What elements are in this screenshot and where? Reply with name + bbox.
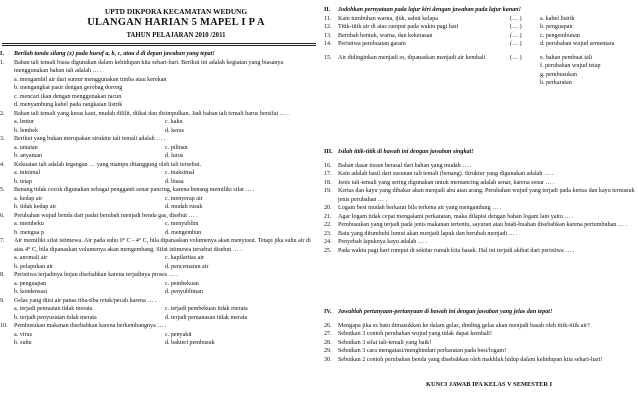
answer-options [0,220,316,237]
question-item [0,135,316,144]
answer-options [0,118,316,135]
question-number: 3. [0,136,5,142]
matching-answer: h. perkaratan [540,80,572,86]
question-item [324,162,638,171]
answer-option: d. mengembun [165,229,202,236]
question-item [324,204,638,213]
question-item [324,330,638,339]
question-number: 26. [324,322,332,329]
spacer [338,71,510,80]
spacer [338,79,510,88]
short-answer-list [324,162,638,256]
answer-options [0,254,316,271]
section-heading: III. Isilah titik-titik di bawah ini dengan jawaban singkat! [324,149,474,155]
question-number: 21. [324,213,332,220]
question-number: 27. [324,331,332,337]
spacer [324,62,338,71]
answer-option: b. lembek [14,127,39,134]
question-number: 16. [324,162,332,169]
spacer [324,71,338,80]
answer-option: c. terjadi pembekuan tidak merata [165,306,248,312]
matching-row [324,32,638,41]
answer-option: c. menyublim [165,221,199,227]
matching-answer: b. penguapan [540,24,573,30]
spacer [324,79,338,88]
question-item [0,110,316,119]
answer-option: a. untaian [14,144,38,151]
answer-option: c. pilinan [165,144,188,151]
question-number: 15. [324,54,332,61]
spacer [510,71,540,80]
section-iii [324,148,638,255]
answer-option: b. tidak kedap air [14,204,57,210]
answer-blank: (… ) [510,32,522,39]
question-number: 23. [324,230,332,237]
matching-statement: Air didinginkan menjadi es, dipanaskan menjadi air kembali [338,54,486,61]
spacer [338,62,510,71]
question-text: Batu yang ditumbuhi lumut akan menjadi lapuk dan berubah menjadi … . [338,230,518,237]
question-text: Berikut yang bukan merupakan struktur tali temali adalah … . [14,136,166,142]
answer-option: b. suhu [14,340,32,346]
answer-option: b. kondensasi [14,289,48,295]
question-number: 5. [0,187,5,193]
question-text: Sebutkan 2 contoh perubahan benda yang disebabkan oleh makhluk hidup dalam kehidupan kita sehari-hari! [338,356,603,363]
answer-option: a. penguapan [14,280,47,287]
question-text: Kain adalah hasil dari susunan tali temali (benang). Struktur yang digunakan adalah … . [338,171,554,177]
question-number: 14. [324,41,332,47]
question-number: 11. [324,15,332,22]
answer-options [0,331,316,348]
question-text: Penyebab lapuknya kayu adalah … . [338,239,428,245]
answer-option: d. pencemaran air [165,263,209,270]
section-i [0,50,316,348]
question-number: 17. [324,171,332,177]
exam-title: ULANGAN HARIAN 5 MAPEL I P A [87,17,265,28]
question-text: Pada waktu pagi hari rumput di sekitar rumah kita basah. Hal ini terjadi akibat dari peristiwa … . [338,247,575,254]
matching-row [324,54,638,63]
answer-option: b. pelapukan air [14,263,54,270]
question-item [324,356,638,365]
answer-option: b. anyaman [14,153,43,159]
matching-answer: d. perubahan wujud sementara [540,41,615,47]
question-text: Agar logam tidak cepat mengalami perkaratan, maka dilapisi dengan bahan logam lain yaitu … . [338,213,574,220]
question-text: Air memiliki sifat istimewa. Air pada suhu 0° C - 4° C, bila dipanaskan volumenya akan menyusut. Tetapi jika suhu air di atas 4° C, bila dipanaskan volumenya akan mengembang. Sifat istimewa tersebut disebut … . [14,238,313,253]
question-number: 4. [0,161,5,168]
answer-options [0,305,316,322]
matching-row [324,40,638,49]
matching-answer: c. pengembunan [540,32,580,39]
answer-blank: (… ) [510,24,522,30]
answer-option: a. minimal [14,170,41,176]
school-year: TAHUN PELAJARAN 2010 /2011 [126,32,226,39]
section-iv [324,308,638,364]
question-number: 10. [0,323,8,329]
matching-answer: e. bahan pembuat tali [540,54,593,61]
question-number: 30. [324,356,332,363]
question-item [0,59,316,76]
answer-option: c. menyerap air [165,195,203,202]
question-number: 2. [0,110,5,117]
question-item [324,179,638,188]
matching-statement: Berubah bentuk, warna, dan kekerasan [338,32,433,39]
question-text: Bahan tali temali yang keras kaut, mudah dililit, diikat dan disimpulkan. Jadi bahan tali temali harus bersifat … . [14,110,289,117]
answer-option: a. lentur [14,119,34,125]
answer-option: c. maksimal [165,170,195,176]
question-text: Bahan tali temali biasa digunakan dalam kehidupan kita sehari-hari. Berikut ini adalah kegiatan yang biasanya menggunakan bahan tali adalah … . [14,59,285,74]
question-item [324,347,638,356]
answer-blank: (… ) [510,15,522,22]
answer-option: d. lurus [165,153,184,159]
essay-list [324,322,638,365]
answer-option: d. terjadi pemanasan tidak merata [165,314,248,321]
section-heading: IV. Jawablah pertanyaan-pertanyaan di bawah ini dengan jawaban yang jelas dan tepat! [324,309,553,315]
question-number: 28. [324,339,332,346]
answer-option: b. mengua p [14,229,44,236]
question-item [0,186,316,195]
question-number: 22. [324,222,332,228]
question-number: 7. [0,238,5,244]
question-text: Mengapa jika es batu dimasukkan ke dalam gelas, dinding gelas akan menjadi basah oleh titik-titik air? [338,322,590,329]
question-text: Jenis tali-temali yang sering digunakan untuk memancing adalah senar, karena senar … . [338,179,555,186]
answer-option: b. mengangkat pasir dengan gerobag dorong [14,85,123,91]
answer-option: c. kaku [165,119,183,125]
question-text: Sebutkan 3 sifat tali-temali yang baik! [338,339,432,346]
question-number: 8. [0,272,5,278]
question-item [0,161,316,170]
answer-option: c. penyakit [165,331,192,338]
spacer [510,62,540,71]
answer-option: c. kapilaritas air [165,255,205,261]
answer-options [0,169,316,186]
question-number: 29. [324,348,332,354]
answer-option: c. pembekuan [165,280,199,287]
answer-option: d. keras [165,127,184,134]
answer-option: d. bakteri pembusuk [165,340,215,346]
answer-option: a. mengambil air dari sumur menggunakan timba atau kerekan [14,76,167,83]
matching-list [324,15,638,88]
question-text: Pembusukan yang terjadi pada jenis makanan tertentu, sayuran atau buah-buahan disebabkan karena pertumbuhan … . [338,222,628,228]
question-number: 12. [324,24,332,30]
answer-option: c. mencari ikan dengan menggunakan racun [14,93,122,100]
matching-statement: Kain tumbuhan warna, ijuk, sabut kelapa [338,15,439,22]
answer-option: a. kedap air [14,195,43,202]
question-number: 25. [324,247,332,254]
question-item [0,297,316,306]
question-item [324,187,638,204]
header-rule-double [2,45,316,46]
question-number: 24. [324,239,332,245]
answer-blank: (… ) [510,54,522,61]
spacer [510,79,540,88]
question-text: Sebutkan 3 cara mengatasi/menghindari perkaratan pada besi/logam! [338,348,507,354]
question-item [324,221,638,230]
question-text: Benang tidak cocok digunakan sebagai pengganti senar pancing, karena benang memiliki sifat … . [14,187,255,193]
question-item [324,238,638,247]
header-rule [2,43,316,44]
question-text: Pembusukan makanan disebabkan karena berkembangnya … . [14,323,167,329]
question-number: 1. [0,59,5,66]
question-item [0,237,316,254]
question-item [324,322,638,331]
section-heading: I. Berilah tanda silang (x) pada huruf a, b, c, atau d di depan jawaban yang tepat! [0,51,215,57]
section-ii [324,6,638,88]
matching-statement: Titik-titik air di atas rumput pada waktu pagi hari [338,24,459,30]
question-list [0,59,316,348]
question-item [324,230,638,239]
question-item [324,247,638,256]
matching-answer: g. pembusukan [540,71,577,78]
answer-option: b. terjadi penyusutan tidak merata [14,314,97,321]
answer-options [0,280,316,297]
question-number: 18. [324,179,332,186]
question-text: Gelas yang diisi air panas tiba-tiba retak/pecah karena … . [14,297,157,304]
answer-option: a. virus [14,331,32,338]
matching-statement: Peristiwa pembuatan garam [338,41,406,47]
answer-option: b. tetap [14,178,32,185]
answer-option: d. penyubliman [165,289,203,295]
answer-option: a. membeku [14,221,44,227]
answer-blank: (… ) [510,41,522,47]
question-text: Peristiwa terjadinya hujan disebabkan karena terjadinya proses … . [14,272,178,278]
answer-option: d. menyambung kabel pada rangkaian listrik [14,102,123,108]
matching-row [324,79,638,88]
question-text: Kertas dan kayu yang dibakar akan menjadi abu atau arang. Perubahan wujud yang terjadi pada kertas dan kayu termasuk jenis perubahan … . [338,188,637,203]
question-item [324,339,638,348]
question-number: 19. [324,188,332,194]
question-number: 13. [324,32,332,39]
section-heading: II. Jodohkan pernyataan pada lajur kiri dengan jawaban pada lajur kanan! [324,7,522,13]
question-item [0,322,316,331]
matching-row [324,23,638,32]
office-name: UPTD DIKPORA KECAMATAN WEDUNG [104,7,248,16]
answer-option: a. terjadi pemuaian tidak merata [14,306,93,312]
question-text: Perubahan wujud benda dari padat berubah menjadi benda gas, disebut … . [14,212,198,219]
answer-options [0,195,316,212]
answer-option: d. biasa [165,178,184,185]
question-text: Kekuatan tali adalah tegangan … yang mampu ditanggung oleh tali tersebut. [14,161,201,168]
matching-answer: a. kabel listrik [540,15,575,22]
question-item [324,213,638,222]
answer-key-title: KUNCI JAWAB IPA KELAS V SEMESTER I [426,381,553,388]
question-item [0,212,316,221]
matching-row [324,62,638,71]
question-text: Logam besi mudah berkarat bila terkena air yang mengandung … . [338,205,502,211]
question-number: 6. [0,212,5,219]
question-number: 9. [0,297,5,304]
question-text: Sebutkan 3 contoh perubahan wujud yang tidak dapat kembali! [338,331,492,337]
matching-row [324,15,638,24]
question-item [0,271,316,280]
answer-option: a. anomali air [14,255,48,261]
matching-answer: f. perubahan wujud tetap [540,63,601,69]
answer-options [0,144,316,161]
matching-row [324,71,638,80]
answer-option: d. mudah rusak [165,204,203,210]
question-item [324,170,638,179]
question-text: Bahan dasar tissue berasal dari bahan yang mudah … . [338,162,472,169]
question-number: 20. [324,205,332,211]
